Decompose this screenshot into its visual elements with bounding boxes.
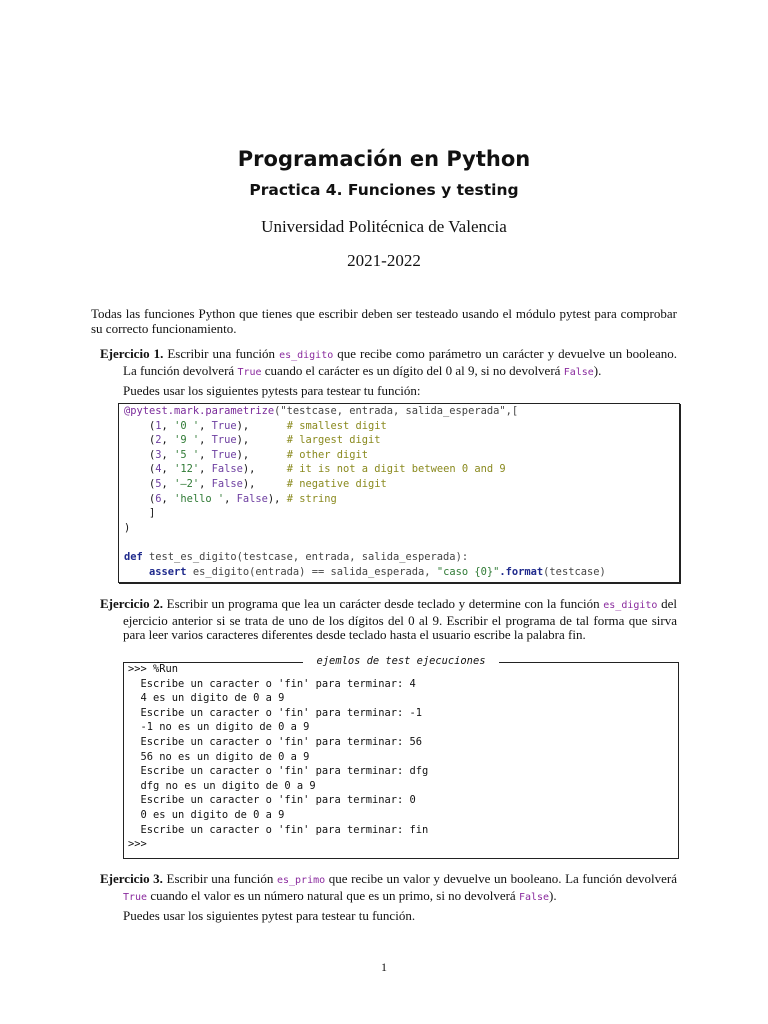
- exercise-1-text: Escribir una función: [163, 346, 280, 361]
- run-output-line: Escribe un caracter o 'fin' para terminar: dfg: [128, 765, 429, 778]
- true-literal: True: [123, 891, 148, 903]
- case-comment: # it is not a digit between 0 and 9: [286, 463, 506, 476]
- code-format-call: .format: [499, 565, 544, 578]
- case-expected: True: [211, 419, 237, 432]
- code-def-signature: test_es_digito(testcase, entrada, salida_esperada):: [142, 550, 469, 563]
- exercise-2: [100, 597, 677, 643]
- code-bracket: ]: [124, 507, 156, 520]
- case-expected: True: [211, 448, 237, 461]
- case-expected: False: [211, 463, 243, 476]
- case-comment: # negative digit: [286, 477, 387, 490]
- code-assert-expr: es_digito(entrada) == salida_esperada,: [186, 565, 437, 578]
- exercise-3-text: cuando el valor es un número natural que es un primo, si no devolverá: [147, 887, 519, 903]
- exercise-1-label: Ejercicio 1.: [100, 346, 164, 361]
- code-test-case: (1, '0 ', True), # smallest digit: [124, 419, 387, 432]
- case-input: '9 ': [174, 434, 200, 447]
- case-number: 4: [155, 463, 162, 476]
- code-paren: ): [124, 521, 131, 534]
- code-test-case: (4, '12', False), # it is not a digit between 0 and 9: [124, 463, 506, 476]
- exercise-3-note: Puedes usar los siguientes pytest para testear tu función.: [123, 908, 416, 923]
- exercise-3-text: ).: [549, 887, 557, 903]
- code-decorator: @pytest.mark.parametrize: [124, 405, 275, 417]
- run-examples-caption: ejemlos de test ejecuciones: [316, 655, 486, 667]
- code-line: [119, 535, 679, 550]
- run-output-line: Escribe un caracter o 'fin' para terminar: fin: [128, 823, 429, 836]
- case-expected: True: [211, 434, 237, 447]
- case-number: 6: [155, 492, 162, 505]
- function-name-es-digito: es_digito: [279, 350, 334, 361]
- intro-paragraph: Todas las funciones Python que tienes que escribir deben ser testeado usando el módulo pytest para comprobar su correcto funcionamiento.: [91, 306, 677, 336]
- code-test-case: (5, '—2', False), # negative digit: [124, 477, 387, 490]
- case-comment: # string: [286, 492, 337, 505]
- case-comment: # largest digit: [286, 434, 381, 447]
- case-input: 'hello ': [174, 492, 225, 505]
- case-number: 1: [155, 419, 162, 432]
- code-line: [119, 404, 679, 419]
- code-assert-args: (testcase): [543, 565, 606, 578]
- code-line: [119, 565, 679, 580]
- run-output-line: -1 no es un digito de 0 a 9: [128, 721, 310, 734]
- case-input: '5 ': [174, 448, 200, 461]
- run-output-line: Escribe un caracter o 'fin' para terminar: 4: [128, 677, 416, 690]
- code-test-case: (2, '9 ', True), # largest digit: [124, 434, 381, 447]
- exercise-1-text: ).: [593, 362, 602, 378]
- case-comment: # other digit: [286, 448, 369, 461]
- page-title: Programación en Python: [237, 147, 531, 171]
- code-assert-keyword: assert: [149, 565, 187, 578]
- code-line: [119, 550, 679, 565]
- exercise-1-text: que recibe como parámetro un carácter y devuelve un booleano. La función devolverá: [123, 346, 677, 378]
- exercise-2-text: del ejercicio anterior si se trata de uno de los dígitos del 0 al 9. Escribir el programa de tal forma que sirva para leer varios caracteres diferentes desde teclado hasta el usuario escribe la palabra fin.: [123, 596, 677, 643]
- run-output-line: Escribe un caracter o 'fin' para terminar: -1: [128, 706, 423, 719]
- true-literal: True: [237, 366, 262, 378]
- pytest-code-block: [118, 403, 680, 583]
- case-number: 5: [155, 477, 162, 490]
- exercise-3: [100, 872, 677, 905]
- false-literal: False: [563, 366, 594, 378]
- false-literal: False: [518, 891, 550, 903]
- run-output-line: 0 es un digito de 0 a 9: [128, 808, 285, 821]
- code-assert-string: "caso {0}": [436, 565, 500, 578]
- exercise-2-label: Ejercicio 2.: [100, 596, 163, 611]
- run-output-line: Escribe un caracter o 'fin' para terminar: 0: [128, 794, 416, 807]
- function-name-es-digito: es_digito: [603, 600, 658, 611]
- case-number: 2: [155, 434, 162, 447]
- exercise-3-label: Ejercicio 3.: [100, 871, 163, 886]
- run-output-line: >>>: [128, 838, 147, 851]
- run-examples-output: [123, 662, 679, 859]
- function-name-es-primo: es_primo: [276, 875, 326, 886]
- exercise-3-text: que recibe un valor y devuelve un booleano. La función devolverá: [325, 871, 677, 886]
- code-line: [119, 506, 679, 521]
- exercise-1-note: Puedes usar los siguientes pytests para testear tu función:: [123, 383, 421, 398]
- exercise-1-text: cuando el carácter es un dígito del 0 al 9, si no devolverá: [261, 362, 564, 378]
- code-line: [119, 521, 679, 536]
- case-expected: False: [211, 477, 243, 490]
- case-number: 3: [155, 448, 162, 461]
- page-subtitle: Practica 4. Funciones y testing: [249, 181, 519, 199]
- exercise-3-text: Escribir una función: [162, 871, 277, 886]
- run-output-line: Escribe un caracter o 'fin' para terminar: 56: [128, 735, 423, 748]
- case-input: '0 ': [174, 419, 200, 432]
- code-params: ("testcase, entrada, salida_esperada",[: [274, 405, 519, 417]
- page-number: 1: [381, 960, 387, 974]
- run-output-line: dfg no es un digito de 0 a 9: [128, 779, 316, 792]
- case-input: '—2': [174, 477, 200, 490]
- run-output-line: 56 no es un digito de 0 a 9: [128, 750, 310, 763]
- exercise-2-text: Escribir un programa que lea un carácter desde teclado y determine con la función: [162, 596, 604, 611]
- code-test-case: (3, '5 ', True), # other digit: [124, 448, 369, 461]
- case-comment: # smallest digit: [286, 419, 387, 432]
- run-output-line: >>> %Run: [128, 663, 179, 675]
- code-test-case: (6, 'hello ', False), # string: [124, 492, 337, 505]
- run-output-line: 4 es un digito de 0 a 9: [128, 692, 285, 705]
- code-def-keyword: def: [124, 550, 143, 563]
- case-expected: False: [236, 492, 268, 505]
- university-name: Universidad Politécnica de Valencia: [261, 217, 507, 236]
- exercise-1: [100, 347, 677, 380]
- case-input: '12': [174, 463, 200, 476]
- academic-year: 2021-2022: [347, 251, 421, 270]
